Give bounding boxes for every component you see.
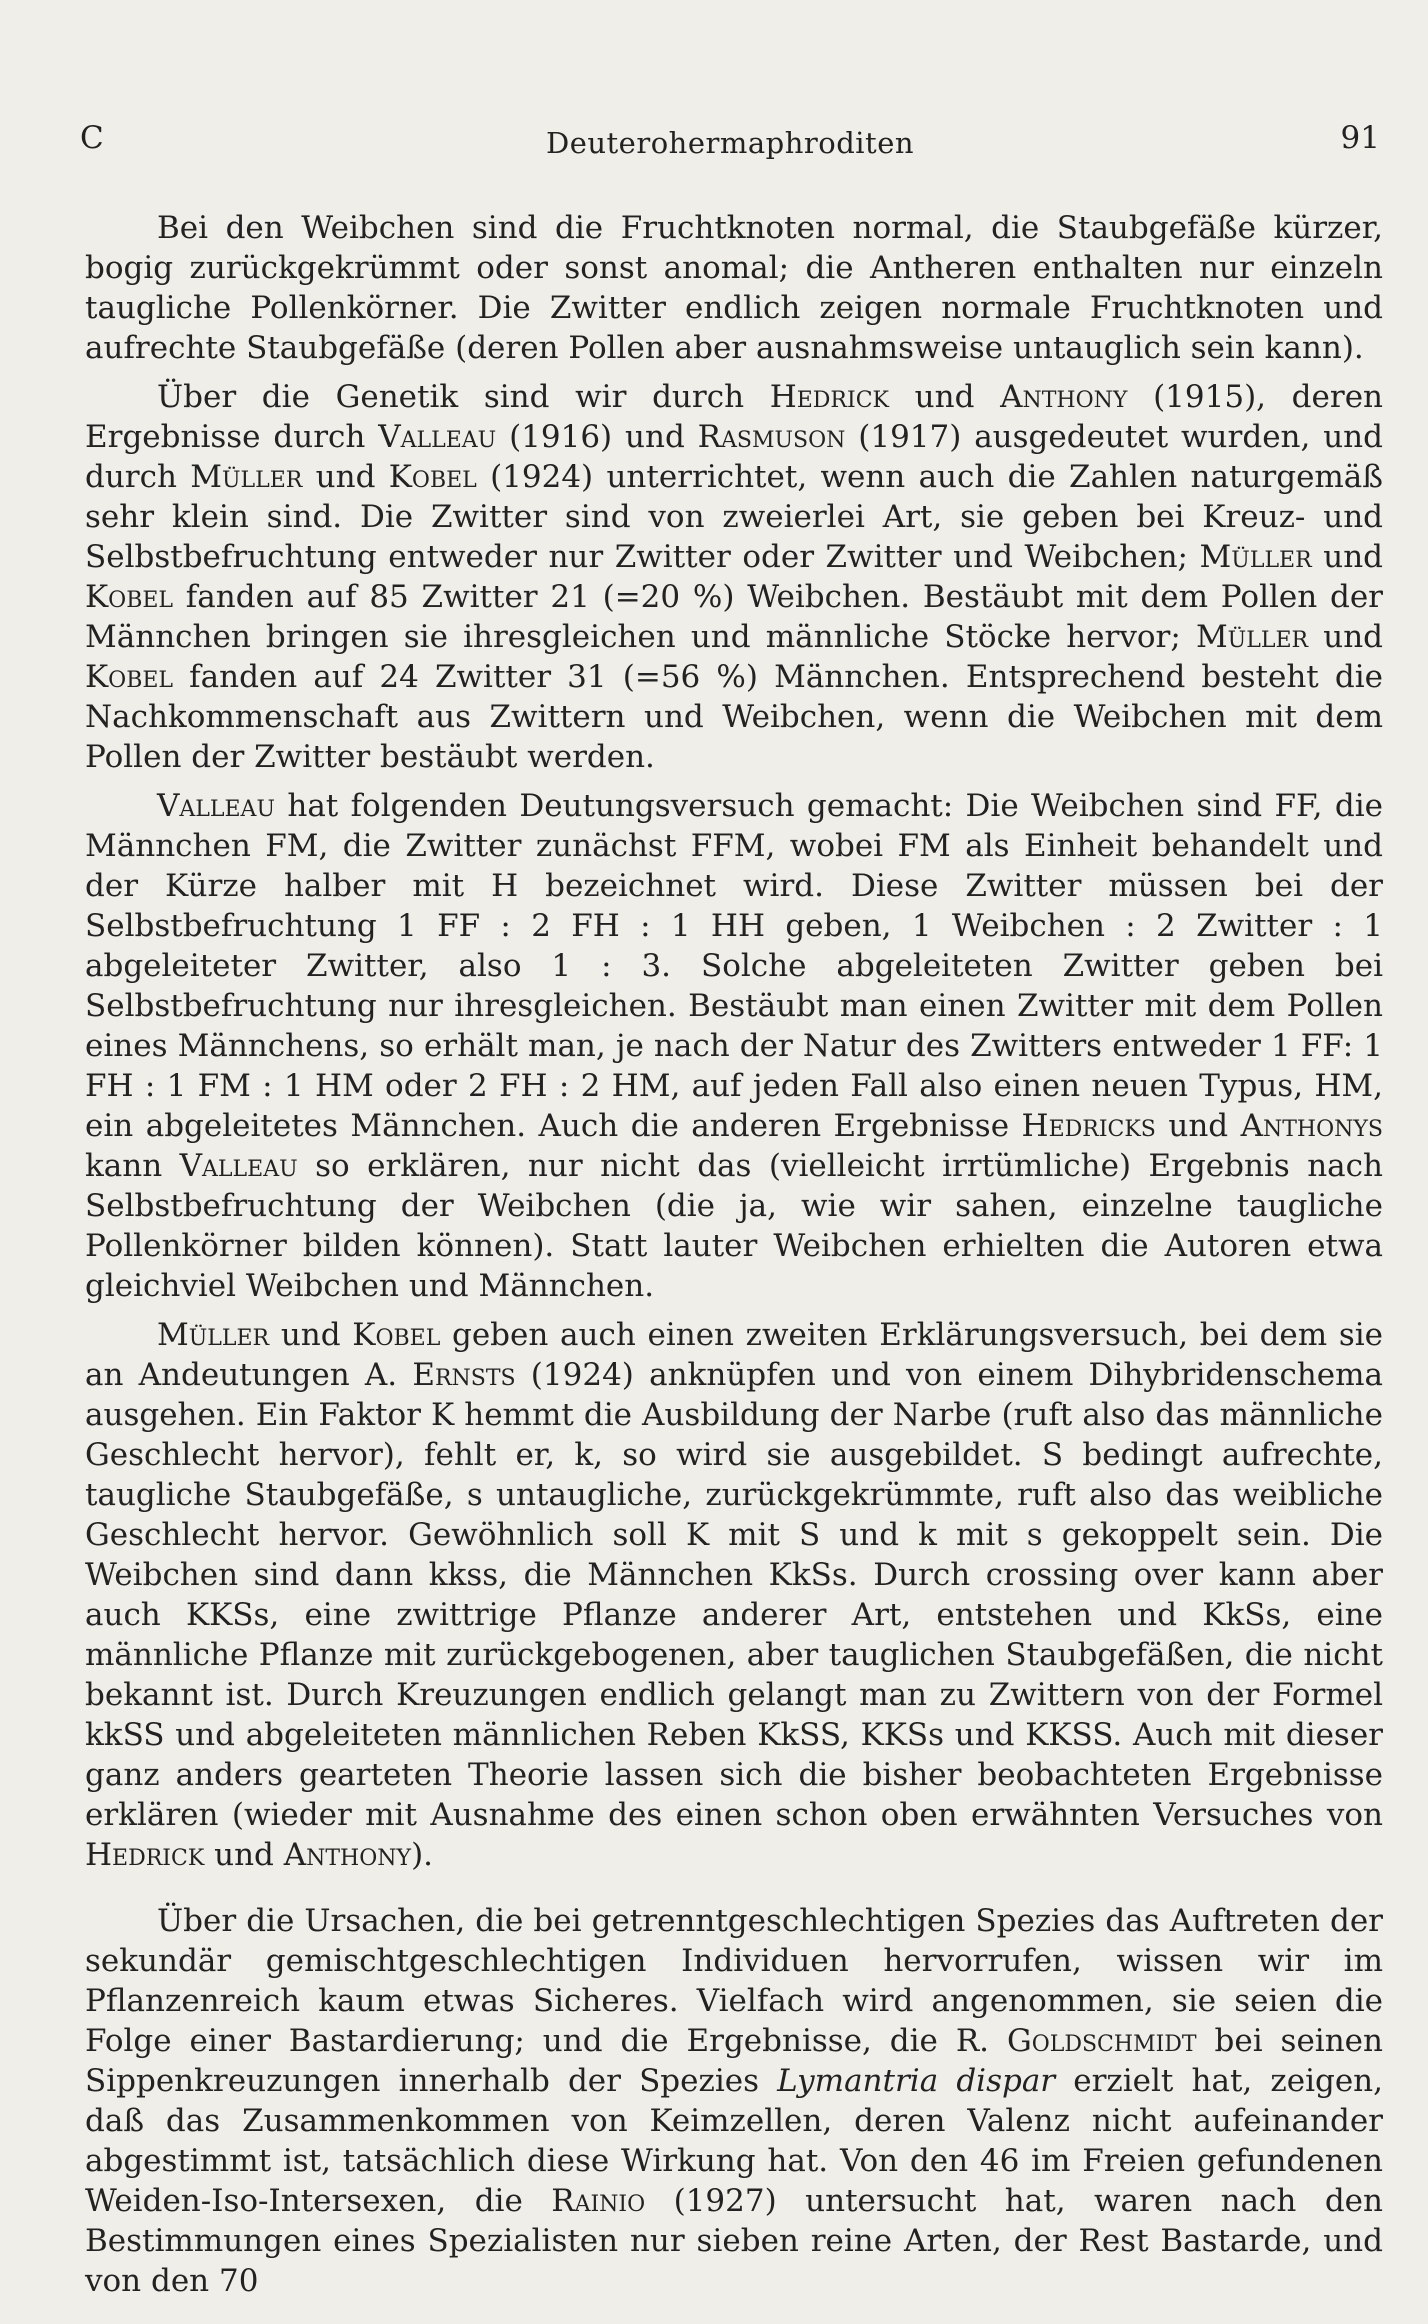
species-name: Lymantria dispar: [777, 2063, 1056, 2099]
author-name: Müller: [1195, 619, 1309, 655]
running-title: Deuterohermaphroditen: [545, 126, 915, 160]
paragraph-2: Über die Genetik sind wir durch Hedrick und Anthony (1915), deren Ergebnisse durch Valleau (1916) und Rasmuson (1917) ausgedeutet wurden, und durch Müller und Kobel (1924) unterrichtet, wenn auch die Zahlen naturgemäß sehr klein sind. Die Zwitter sind von zweierlei Art, sie geben bei Kreuz- und Selbstbefruchtung entweder nur Zwitter oder Zwitter und Weibchen; Müller und Kobel fanden auf 85 Zwitter 21 (=20 %) Weibchen. Bestäubt mit dem Pollen der Männchen bringen sie ihresgleichen und männliche Stöcke hervor; Müller und Kobel fanden auf 24 Zwitter 31 (=56 %) Männchen. Entsprechend besteht die Nachkommenschaft aus Zwittern und Weibchen, wenn die Weibchen mit dem Pollen der Zwitter bestäubt werden.: [85, 379, 1384, 775]
author-name: Kobel: [388, 459, 477, 495]
author-name: Anthonys: [1240, 1108, 1384, 1144]
author-name: Müller: [157, 1317, 270, 1353]
author-name: Müller: [190, 459, 303, 495]
author-name: Hedricks: [1021, 1108, 1156, 1144]
body-text: [85, 208, 1383, 2301]
paragraph-4: Müller und Kobel geben auch einen zweiten Erklärungsversuch, bei dem sie an Andeutungen A. Ernsts (1924) anknüpfen und von einem Dihybridenschema ausgehen. Ein Faktor K hemmt die Ausbildung der Narbe (ruft also das männliche Geschlecht hervor), fehlt er, k, so wird sie ausgebildet. S bedingt aufrechte, taugliche Staubgefäße, s untaugliche, zurückgekrümmte, ruft also das weibliche Geschlecht hervor. Gewöhnlich soll K mit S und k mit s gekoppelt sein. Die Weibchen sind dann kkss, die Männchen KkSs. Durch crossing over kann aber auch KKSs, eine zwittrige Pflanze anderer Art, entstehen und KkSs, eine männliche Pflanze mit zurückgebogenen, aber tauglichen Staubgefäßen, die nicht bekannt ist. Durch Kreuzungen endlich gelangt man zu Zwittern von der Formel kkSS und abgeleiteten männlichen Reben KkSS, KKSs und KKSS. Auch mit dieser ganz anders gearteten Theorie lassen sich die bisher beobachteten Ergebnisse erklären (wieder mit Ausnahme des einen schon oben erwähnten Versuches von Hedrick und Anthony).: [85, 1317, 1384, 1873]
paragraph-5: Über die Ursachen, die bei getrenntgeschlechtigen Spezies das Auftreten der sekundär gemischtgeschlechtigen Individuen hervorrufen, wissen wir im Pflanzenreich kaum etwas Sicheres. Vielfach wird angenommen, sie seien die Folge einer Bastardierung; und die Ergebnisse, die R. Goldschmidt bei seinen Sippenkreuzungen innerhalb der Spezies Lymantria dispar erzielt hat, zeigen, daß das Zusammenkommen von Keimzellen, deren Valenz nicht aufeinander abgestimmt ist, tatsächlich diese Wirkung hat. Von den 46 im Freien gefundenen Weiden-Iso-Intersexen, die Rainio (1927) untersucht hat, waren nach den Bestimmungen eines Spezialisten nur sieben reine Arten, der Rest Bastarde, und von den 70: [85, 1903, 1383, 2299]
author-name: Müller: [1199, 539, 1312, 575]
author-name: Goldschmidt: [1006, 2023, 1197, 2059]
author-name: Valleau: [157, 788, 275, 824]
section-letter: C: [80, 120, 104, 156]
page-number: 91: [1340, 120, 1380, 156]
author-name: Anthony: [283, 1837, 412, 1873]
author-name: Hedrick: [769, 379, 889, 415]
author-name: Kobel: [352, 1317, 441, 1353]
author-name: Valleau: [378, 419, 497, 455]
paragraph-3: Valleau hat folgenden Deutungsversuch gemacht: Die Weibchen sind FF, die Männchen FM, die Zwitter zunächst FFM, wobei FM als Einheit behandelt und der Kürze halber mit H bezeichnet wird. Diese Zwitter müssen bei der Selbstbefruchtung 1 FF : 2 FH : 1 HH geben, 1 Weibchen : 2 Zwitter : 1 abgeleiteter Zwitter, also 1 : 3. Solche abgeleiteten Zwitter geben bei Selbstbefruchtung nur ihresgleichen. Bestäubt man einen Zwitter mit dem Pollen eines Männchens, so erhält man, je nach der Natur des Zwitters entweder 1 FF: 1 FH : 1 FM : 1 HM oder 2 FH : 2 HM, auf jeden Fall also einen neuen Typus, HM, ein abgeleitetes Männchen. Auch die anderen Ergebnisse Hedricks und Anthonys kann Valleau so erklären, nur nicht das (vielleicht irrtümliche) Ergebnis nach Selbstbefruchtung der Weibchen (die ja, wie wir sahen, einzelne taugliche Pollenkörner bilden können). Statt lauter Weibchen erhielten die Autoren etwa gleichviel Weibchen und Männchen.: [85, 788, 1384, 1304]
author-name: Rainio: [551, 2183, 646, 2219]
author-name: Rasmuson: [697, 419, 846, 455]
author-name: Hedrick: [85, 1837, 205, 1873]
running-header: [80, 120, 1380, 170]
paragraph-1: Bei den Weibchen sind die Fruchtknoten normal, die Staubgefäße kürzer, bogig zurückgekrümmt oder sonst anomal; die Antheren enthalten nur einzeln taugliche Pollenkörner. Die Zwitter endlich zeigen normale Fruchtknoten und aufrechte Staubgefäße (deren Pollen aber ausnahmsweise untauglich sein kann).: [85, 210, 1383, 366]
author-name: Valleau: [179, 1148, 298, 1184]
author-name: Kobel: [85, 659, 174, 695]
author-name: Ernsts: [412, 1357, 516, 1393]
author-name: Kobel: [85, 579, 174, 615]
author-name: Anthony: [1000, 379, 1128, 415]
